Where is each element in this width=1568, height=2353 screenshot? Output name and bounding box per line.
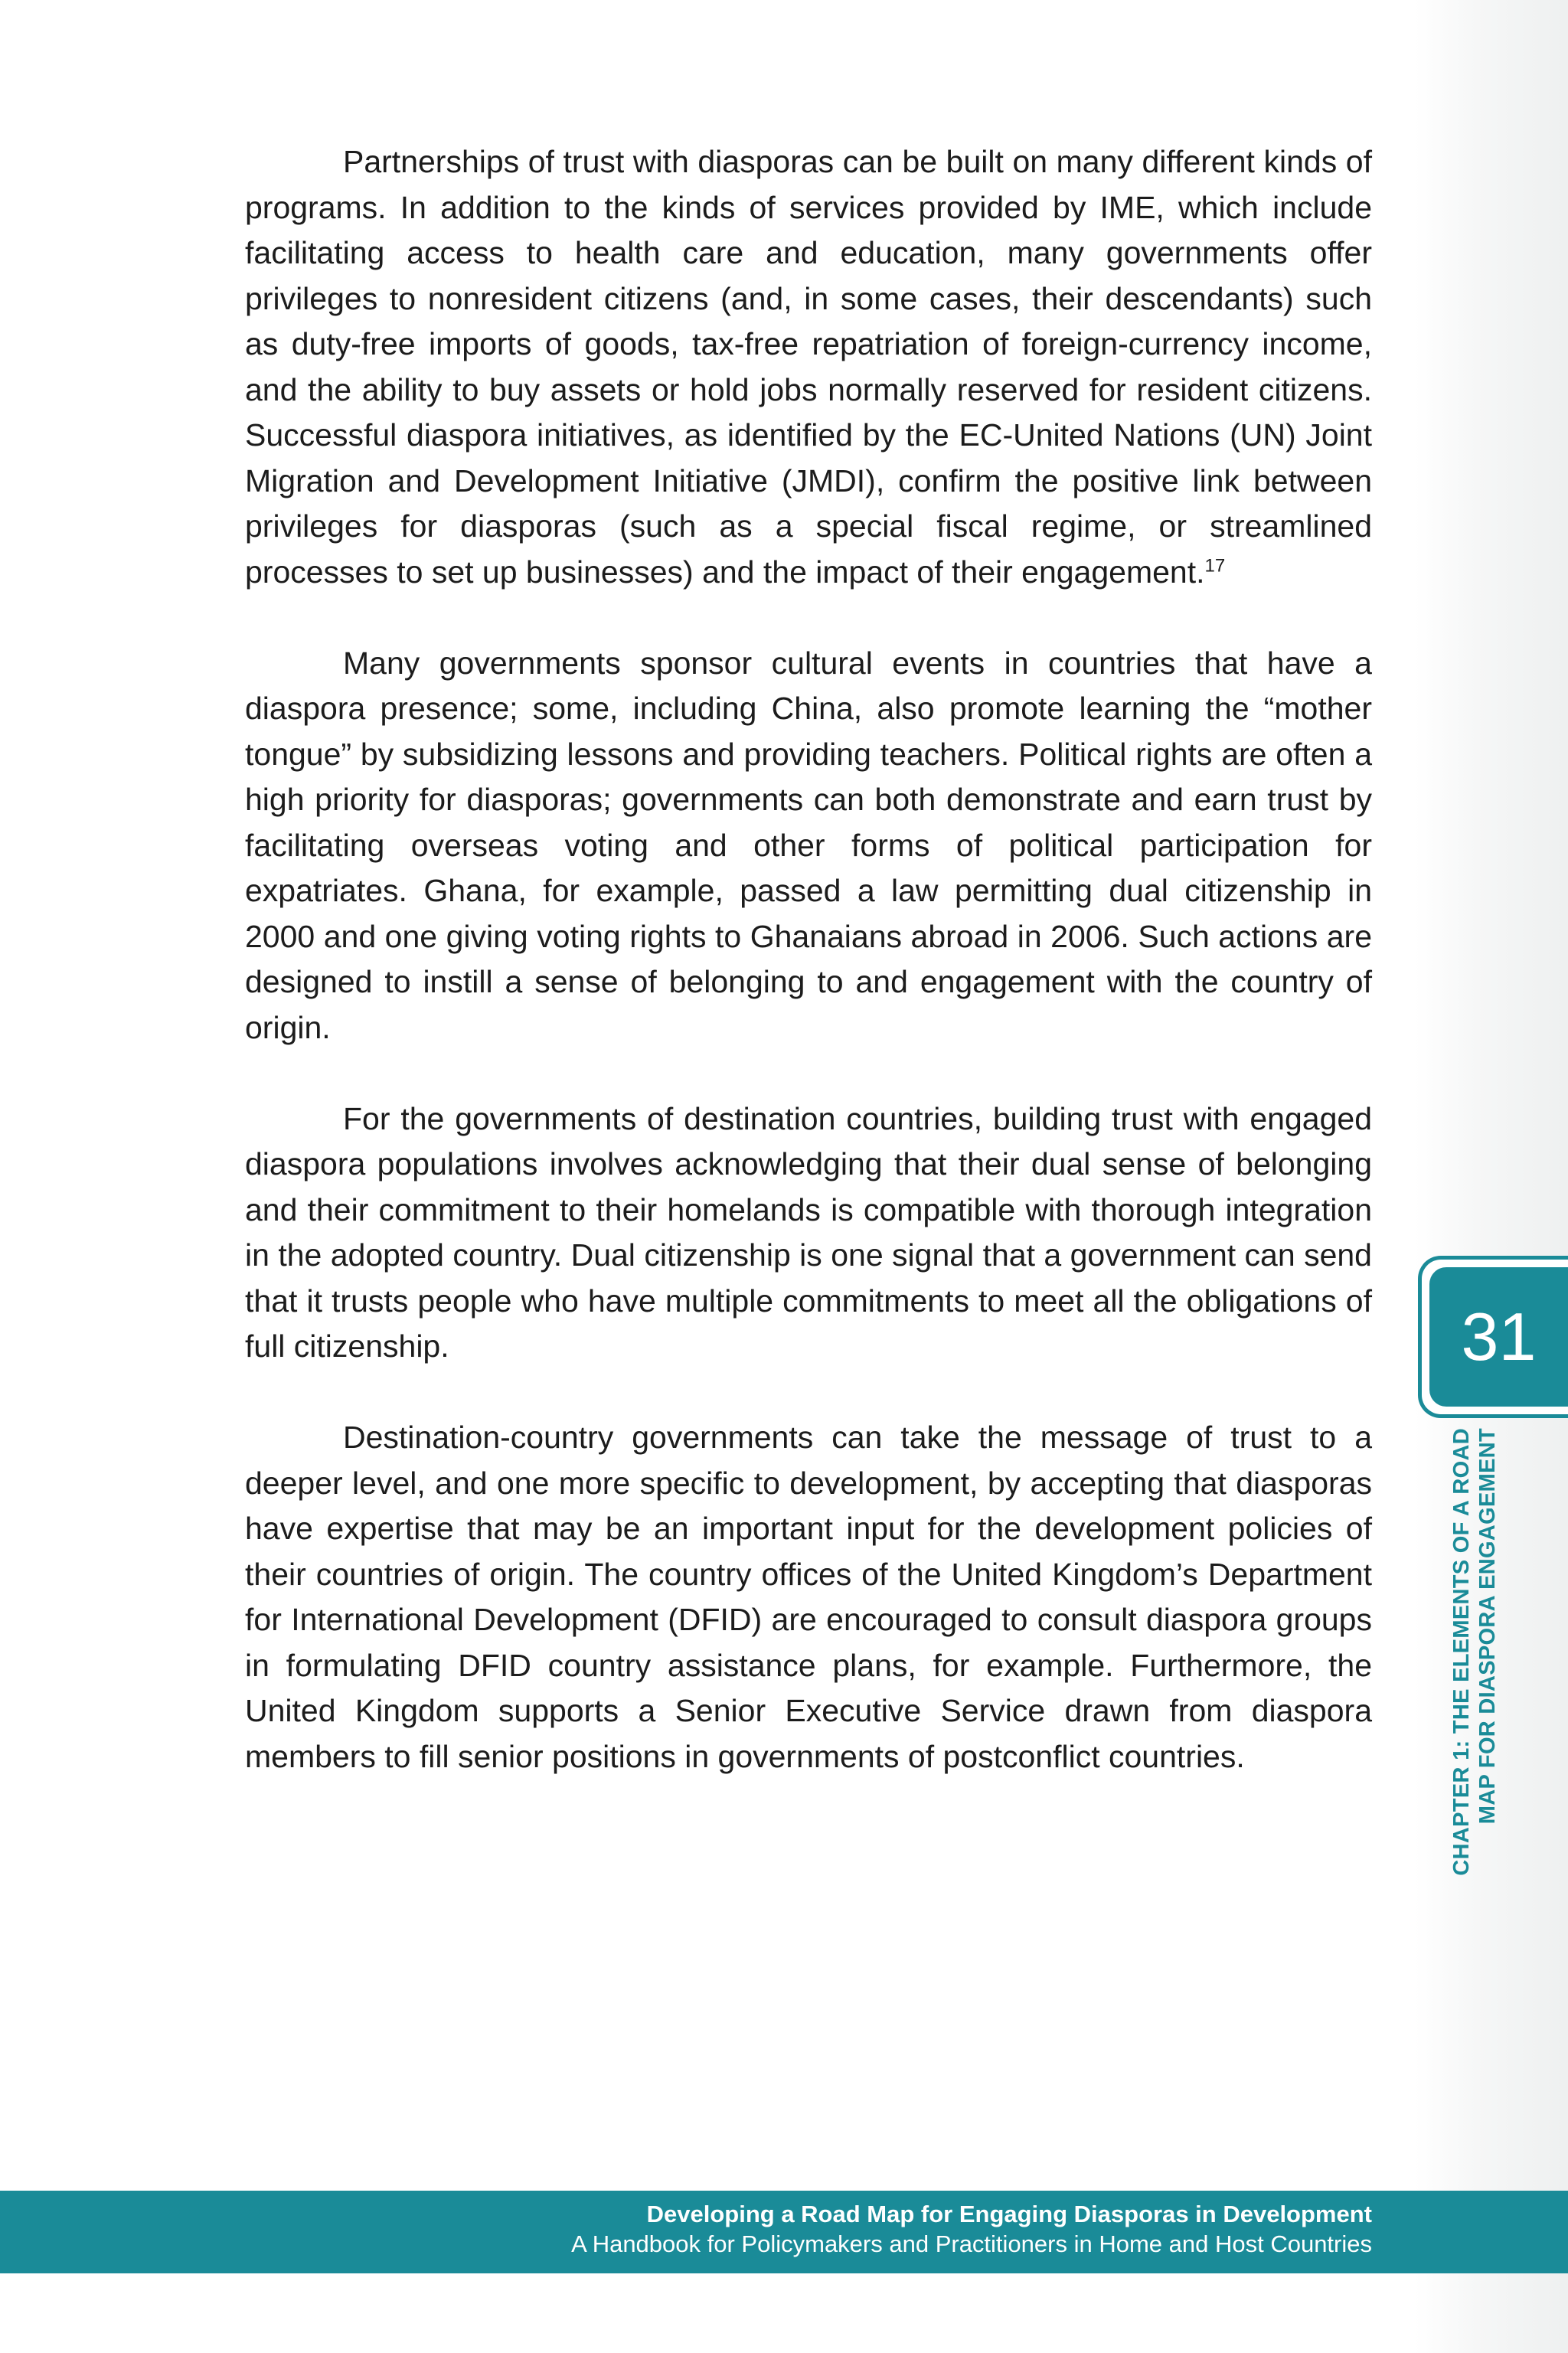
paragraph-3-text: For the governments of destination countries, building trust with engaged diaspora populations involves acknowledging that their dual sense of belonging and their commitment to their homelands is compatible with thorough integration in the adopted country. Dual citizenship is one signal that a government can send that it trusts people who have multiple commitments to meet all the obligations of full citizenship. xyxy=(245,1100,1372,1364)
footnote-marker[interactable]: 17 xyxy=(1204,554,1226,576)
paragraph-2-text: Many governments sponsor cultural events in countries that have a diaspora presence; some, including China, also promote learning the “mother tongue” by subsidizing lessons and providing teachers. Political rights are often a high priority for diasporas; governments can both demonstrate and earn trust by facilitating overseas voting and other forms of political participation for expatriates. Ghana, for example, passed a law permitting dual citizenship in 2000 and one giving voting rights to Ghanaians abroad in 2006. Such actions are designed to instill a sense of belonging to and engagement with the country of origin. xyxy=(245,645,1372,1045)
paragraph-4-text: Destination-country governments can take the message of trust to a deeper level, and one more specific to development, by accepting that diasporas have expertise that may be an important input for the development policies of their countries of origin. The country offices of the United Kingdom’s Department for International Development (DFID) are encouraged to consult diaspora groups in formulating DFID country assistance plans, for example. Furthermore, the United Kingdom supports a Senior Executive Service drawn from diaspora members to fill senior positions in governments of postconflict countries. xyxy=(245,1420,1372,1774)
page-number: 31 xyxy=(1429,1267,1568,1407)
paragraph-1 xyxy=(245,139,1372,595)
footer-title: Developing a Road Map for Engaging Diasporas in Development xyxy=(646,2201,1372,2227)
chapter-label-line-1: CHAPTER 1: THE ELEMENTS OF A ROAD xyxy=(1449,1428,1474,1876)
paragraph-3 xyxy=(245,1096,1372,1370)
body-text xyxy=(245,139,1372,1779)
paragraph-2 xyxy=(245,641,1372,1051)
footer xyxy=(571,2199,1372,2259)
paragraph-1-text: Partnerships of trust with diasporas can be built on many different kinds of programs. In addition to the kinds of services provided by IME, which include facilitating access to health care and education, many governments offer privileges to nonresident citizens (and, in some cases, their descendants) such as duty-free imports of goods, tax-free repatriation of foreign-currency income, and the ability to buy assets or hold jobs normally reserved for resident citizens. Successful diaspora initiatives, as identified by the EC-United Nations (UN) Joint Migration and Development Initiative (JMDI), confirm the positive link between privileges for diasporas (such as a special fiscal regime, or streamlined processes to set up businesses) and the impact of their engagement. xyxy=(245,144,1372,590)
page-number-tab xyxy=(1418,1256,1568,1418)
footer-subtitle: A Handbook for Policymakers and Practitioners in Home and Host Countries xyxy=(571,2230,1372,2257)
chapter-label xyxy=(1449,1428,1501,1887)
paragraph-4 xyxy=(245,1415,1372,1779)
right-margin-strip xyxy=(1415,0,1568,2353)
chapter-label-line-2: MAP FOR DIASPORA ENGAGEMENT xyxy=(1475,1428,1500,1825)
